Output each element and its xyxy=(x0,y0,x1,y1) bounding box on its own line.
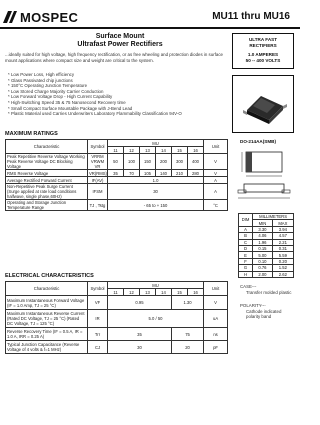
dim-max: 0.31 xyxy=(272,245,293,251)
dim-row xyxy=(239,252,294,258)
row-value: 50 xyxy=(108,154,124,170)
row-value: 75 xyxy=(172,328,204,341)
row-value: 5.0 / 50 xyxy=(108,310,204,328)
dim-letter: H xyxy=(239,271,253,277)
row-value: 280 xyxy=(188,170,204,177)
dim-min: 3.30 xyxy=(253,226,273,232)
case-label: CASE--- xyxy=(240,284,257,289)
dim-row xyxy=(239,265,294,271)
row-value: 1.30 xyxy=(172,296,204,310)
row-unit: °C xyxy=(204,200,228,211)
subcol: 13 xyxy=(140,289,156,296)
dim-min: 0.76 xyxy=(253,265,273,271)
col-mu: MU xyxy=(108,282,204,289)
package-outline-drawing xyxy=(232,148,296,208)
feature-item: * Low Forward Voltage Drop - High Current Capability xyxy=(8,94,223,100)
row-symbol: VRRM VRWM VR xyxy=(88,154,108,170)
max-ratings-title: MAXIMUM RATINGS xyxy=(5,131,58,137)
dim-letter: E xyxy=(239,252,253,258)
dim-min: 1.96 xyxy=(253,239,273,245)
table-row xyxy=(6,170,228,177)
row-symbol: IFSM xyxy=(88,184,108,200)
dim-row xyxy=(239,258,294,264)
smb-package-image xyxy=(233,76,293,132)
subcol: 15 xyxy=(172,147,188,154)
case-desc: Transfer molded plastic xyxy=(246,289,292,295)
dim-min-header: MIN xyxy=(253,220,273,226)
feature-item: * High-Switching Speed 35 & 75 Nanosecond Recovery time xyxy=(8,100,223,106)
col-mu: MU xyxy=(108,140,204,147)
header-rule xyxy=(0,27,300,29)
row-value: 35 xyxy=(108,170,124,177)
feature-item: * Plastic Material used Carries Underwriters Laboratory Flammability Classification 94V-O xyxy=(8,111,223,117)
row-unit: V xyxy=(204,296,228,310)
title-line1: Surface Mount xyxy=(95,33,145,40)
dim-row xyxy=(239,271,294,277)
polarity-label: POLARITY--- xyxy=(240,303,266,309)
row-value: 70 xyxy=(124,170,140,177)
table-row xyxy=(6,184,228,200)
subcol: 11 xyxy=(108,147,124,154)
table-row xyxy=(6,328,228,341)
spec-line1: ULTRA FAST xyxy=(248,37,278,42)
dim-row xyxy=(239,245,294,251)
subcol: 14 xyxy=(156,289,172,296)
row-value: 140 xyxy=(156,170,172,177)
dim-row xyxy=(239,239,294,245)
subcol: 13 xyxy=(140,147,156,154)
feature-item: * Low Stored Charge Majority Carrier Conduction xyxy=(8,89,223,95)
dim-letter: F xyxy=(239,258,253,264)
dimensions-table xyxy=(238,213,294,278)
row-value: 35 xyxy=(108,328,172,341)
subcol: 12 xyxy=(124,147,140,154)
row-name: Maximum Instantaneous Reverse Current (Rated DC Voltage, TJ = 25 °C) (Rated DC Voltage, TJ = 125 °C) xyxy=(6,310,88,328)
polarity-desc: Cathode indicated polarity band xyxy=(246,308,282,320)
row-value: 20 xyxy=(172,341,204,354)
row-value: 210 xyxy=(172,170,188,177)
row-value: 200 xyxy=(156,154,172,170)
subcol: 11 xyxy=(108,289,124,296)
col-symbol: Symbol xyxy=(88,282,108,296)
row-name: Non-Repetitive Peak Surge Current (Surge applied at rate load conditions halfwave, single phase,60Hz) xyxy=(6,184,88,200)
max-ratings-table xyxy=(5,139,228,211)
dim-header: DIM xyxy=(239,214,253,227)
dim-min: 2.00 xyxy=(253,271,273,277)
table-row xyxy=(6,154,228,170)
dim-units-header: MILLIMETERS xyxy=(253,214,294,220)
dim-letter: A xyxy=(239,226,253,232)
col-characteristic: Characteristic xyxy=(6,140,88,154)
row-symbol: Trr xyxy=(88,328,108,341)
spec-line4: 50 -- 400 VOLTS xyxy=(245,58,281,63)
col-symbol: Symbol xyxy=(88,140,108,154)
dim-min: 0.15 xyxy=(253,245,273,251)
table-row xyxy=(6,177,228,184)
spec-line3: 1.0 AMPERES xyxy=(247,52,279,57)
dim-max: 5.59 xyxy=(272,252,293,258)
row-unit: A xyxy=(204,184,228,200)
table-row xyxy=(6,296,228,310)
elec-title: ELECTRICAL CHARACTERISTICS xyxy=(5,273,94,279)
dim-row xyxy=(239,233,294,239)
package-photo-box xyxy=(232,75,294,133)
row-unit: pF xyxy=(204,341,228,354)
dim-letter: D xyxy=(239,245,253,251)
row-symbol: TJ , Tstg xyxy=(88,200,108,211)
feature-list xyxy=(8,72,223,117)
row-name: Peak Repetitive Reverse Voltage Working Peak Reverse Voltage DC Blocking Voltage xyxy=(6,154,88,170)
dim-max: 2.21 xyxy=(272,239,293,245)
dim-min: 4.06 xyxy=(253,233,273,239)
row-value: 1.0 xyxy=(108,177,204,184)
row-value: 0.95 xyxy=(108,296,172,310)
row-unit: V xyxy=(204,170,228,177)
elec-table xyxy=(5,281,228,354)
row-name: Maximum Instantaneous Forward Voltage (IF = 1.0 Amp, TJ = 25 °C) xyxy=(6,296,88,310)
col-unit: Unit xyxy=(204,140,228,154)
dim-max-header: MAX xyxy=(272,220,293,226)
case-notes xyxy=(240,284,296,320)
dim-max: 1.52 xyxy=(272,265,293,271)
dim-min: 5.00 xyxy=(253,252,273,258)
row-name: Average Rectified Forward Current xyxy=(6,177,88,184)
row-value: 100 xyxy=(124,154,140,170)
package-name: DO-214AA(SMB) xyxy=(240,139,276,144)
row-symbol: IR xyxy=(88,310,108,328)
brand-name: MOSPEC xyxy=(20,9,79,25)
row-symbol: VR(RMS) xyxy=(89,170,107,176)
dim-max: 0.20 xyxy=(272,258,293,264)
row-unit: ns xyxy=(204,328,228,341)
dim-max: 3.94 xyxy=(272,226,293,232)
col-unit: Unit xyxy=(204,282,228,296)
feature-item: * Glass Passivated chip junctions xyxy=(8,78,223,84)
table-row xyxy=(6,200,228,211)
dim-min: 0.10 xyxy=(253,258,273,264)
row-name: Typical Junction Capacitance (Reverse Voltage of 4 volts & f=1 MHz) xyxy=(6,341,88,354)
table-row xyxy=(6,310,228,328)
row-unit: uA xyxy=(204,310,228,328)
spec-line2: RECTIFIERS xyxy=(249,43,277,48)
title-line2: Ultrafast Power Rectifiers xyxy=(77,41,163,48)
subcol: 16 xyxy=(188,289,204,296)
subcol: 16 xyxy=(188,147,204,154)
row-name: Operating and Storage Junction Temperature Range xyxy=(6,200,88,211)
row-unit: V xyxy=(204,154,228,170)
spec-box xyxy=(232,33,294,69)
row-value: 30 xyxy=(108,184,204,200)
col-characteristic: Characteristic xyxy=(6,282,88,296)
feature-item: * Low Power Loss, High efficiency xyxy=(8,72,223,78)
subcol: 12 xyxy=(124,289,140,296)
dim-max: 2.62 xyxy=(272,271,293,277)
row-value: - 65 to + 150 xyxy=(108,200,204,211)
row-name: RMS Reverse Voltage xyxy=(6,170,88,177)
brand-logo xyxy=(3,10,93,24)
row-name: Reverse Recovery Time (IF = 0.5 A, IR = 1.0 A, IRR = 0.25 A) xyxy=(6,328,88,341)
row-value: 300 xyxy=(172,154,188,170)
dim-letter: G xyxy=(239,265,253,271)
row-value: 105 xyxy=(140,170,156,177)
dim-row xyxy=(239,226,294,232)
dim-letter: B xyxy=(239,233,253,239)
feature-item: * 150°C Operating Junction Temperature xyxy=(8,83,223,89)
subcol: 15 xyxy=(172,289,188,296)
subcol: 14 xyxy=(156,147,172,154)
row-symbol: IF(AV) xyxy=(88,177,108,184)
row-symbol: VF xyxy=(88,296,108,310)
row-value: 150 xyxy=(140,154,156,170)
description: ...ideally suited for high voltage, high frequency rectification, or as free wheeling and protection diodes in surface mount applications where compact size and weight are critical to the system. xyxy=(5,52,223,63)
part-range: MU11 thru MU16 xyxy=(212,11,290,22)
feature-item: * Small Compact Surface Mountable Package with J-Bend Lead xyxy=(8,106,223,112)
row-value: 30 xyxy=(108,341,172,354)
mospec-logo-icon xyxy=(3,11,17,23)
row-unit: A xyxy=(204,177,228,184)
dim-letter: C xyxy=(239,239,253,245)
row-value: 400 xyxy=(188,154,204,170)
dim-max: 4.57 xyxy=(272,233,293,239)
row-symbol: CJ xyxy=(88,341,108,354)
table-row xyxy=(6,341,228,354)
